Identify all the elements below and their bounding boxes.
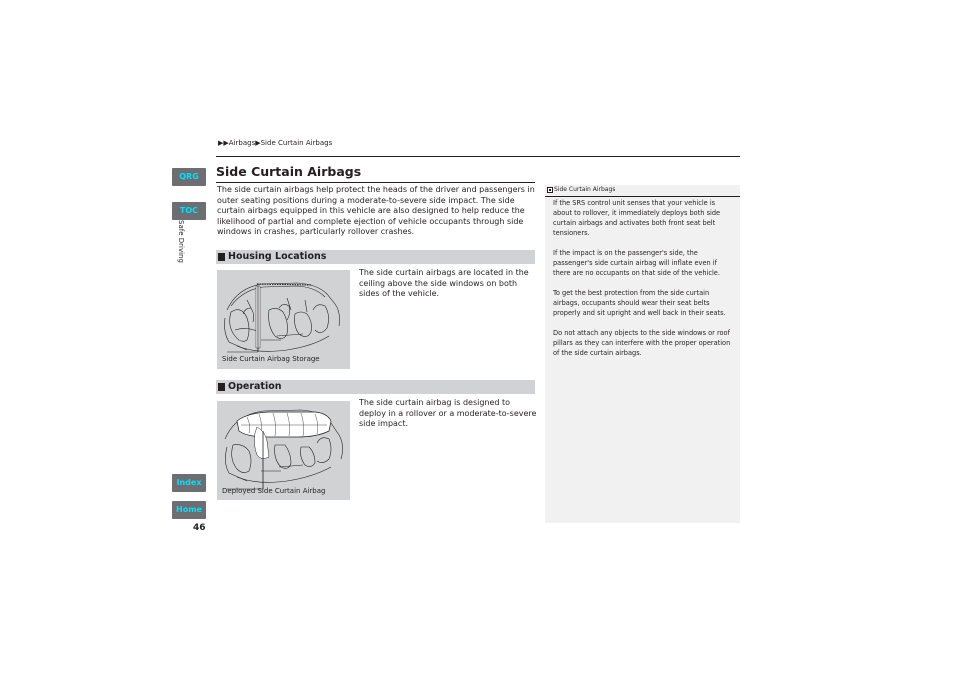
note-paragraph-4: Do not attach any objects to the side windows or roof pillars as they can interfere with the proper operation of the side curtain airbags.: [553, 329, 731, 357]
breadcrumb: [218, 139, 332, 147]
title-rule: [216, 182, 535, 183]
operation-heading: Operation: [228, 381, 282, 392]
operation-caption: Deployed Side Curtain Airbag: [222, 487, 326, 495]
home-tab[interactable]: Home: [172, 501, 206, 519]
note-paragraph-1: If the SRS control unit senses that your vehicle is about to rollover, it immediately deploys both side curtain airbags and activates both front seat belt tensioners.: [553, 199, 721, 237]
housing-heading-bar: [216, 250, 535, 264]
note-paragraph-2: If the impact is on the passenger's side, the passenger's side curtain airbag will inflate even if there are no occupants on that side of the vehicle.: [553, 249, 720, 277]
housing-illustration: [217, 270, 350, 369]
section-label: [171, 220, 207, 270]
operation-heading-bar: [216, 380, 535, 394]
heading-square-icon: [218, 383, 225, 391]
notes-rule: [545, 196, 740, 197]
intro-paragraph: The side curtain airbags help protect the heads of the driver and passengers in outer seating positions during a moderate-to-severe side impact. The side curtain airbags equipped in this vehicle are also designed to help reduce the likelihood of partial and complete ejection of vehicle occupants through side windows in crashes, particularly rollover crashes.: [217, 185, 535, 237]
operation-text: The side curtain airbag is designed to deploy in a rollover or a moderate-to-severe side impact.: [359, 398, 537, 429]
breadcrumb-link-airbags[interactable]: Airbags: [228, 139, 256, 147]
section-label-text: Safe Driving: [177, 220, 185, 263]
car-interior-deployed-drawing: [217, 401, 350, 500]
notes-title: Side Curtain Airbags: [554, 186, 616, 193]
note-icon: [547, 187, 553, 193]
housing-text: The side curtain airbags are located in the ceiling above the side windows on both sides of the vehicle.: [359, 268, 529, 299]
header-rule: [216, 156, 740, 157]
operation-illustration: [217, 401, 350, 500]
index-tab[interactable]: Index: [172, 474, 206, 492]
breadcrumb-markers: ▶▶: [218, 139, 229, 147]
breadcrumb-separator: ▶: [255, 139, 261, 147]
notes-header: [545, 185, 740, 196]
page-title: Side Curtain Airbags: [216, 164, 362, 179]
heading-square-icon: [218, 253, 225, 261]
housing-caption: Side Curtain Airbag Storage: [222, 355, 320, 363]
toc-tab[interactable]: TOC: [172, 202, 206, 220]
note-paragraph-3: To get the best protection from the side curtain airbags, occupants should wear their seat belts properly and sit upright and well back in their seats.: [553, 289, 726, 317]
page-number: 46: [193, 523, 206, 533]
qrg-tab[interactable]: QRG: [172, 168, 206, 186]
housing-heading: Housing Locations: [228, 251, 327, 262]
breadcrumb-current: Side Curtain Airbags: [260, 139, 333, 147]
